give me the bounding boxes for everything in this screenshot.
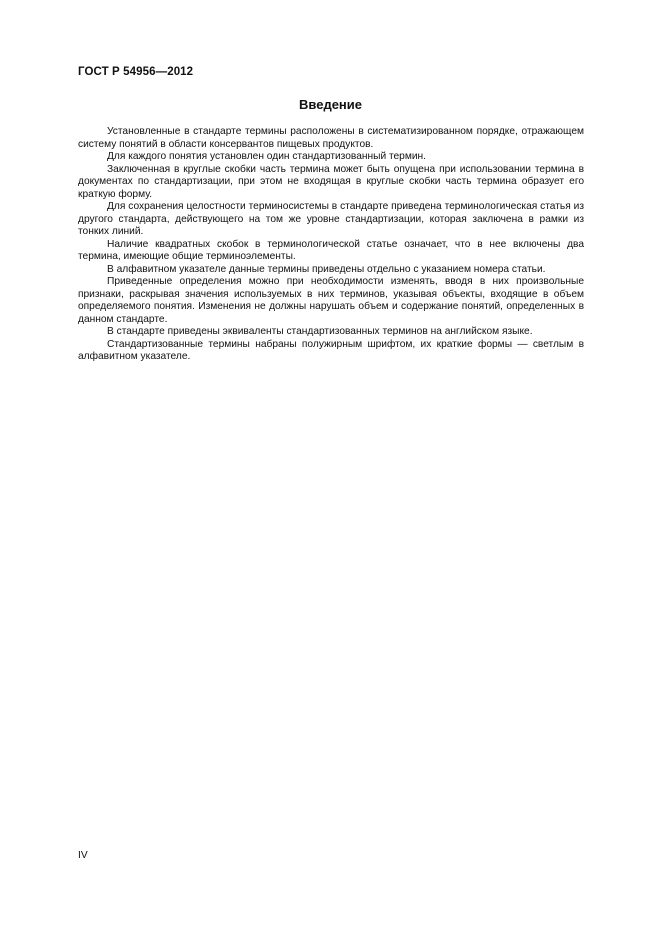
document-code: ГОСТ Р 54956—2012 — [78, 66, 194, 78]
section-title: Введение — [299, 97, 362, 112]
paragraph-3: Заключенная в круглые скобки часть термина может быть опущена при использовании термина в документах по стандартизации, при этом не входящая в круглые скобки часть термина образует его краткую форму. — [78, 163, 584, 200]
paragraph-2: Для каждого понятия установлен один стандартизованный термин. — [107, 151, 426, 162]
paragraph-8: В стандарте приведены эквиваленты стандартизованных терминов на английском языке. — [107, 326, 533, 337]
paragraph-6: В алфавитном указателе данные термины приведены отдельно с указанием номера статьи. — [107, 263, 546, 275]
introduction-body — [78, 126, 584, 364]
page-number: IV — [78, 850, 88, 861]
paragraph-4: Для сохранения целостности терминосистемы в стандарте приведена терминологическая статья из другого стандарта, действующего на том же уровне стандартизации, которая заключена в рамки из тонких линий. — [78, 201, 584, 237]
paragraph-9: Стандартизованные термины набраны полужирным шрифтом, их краткие формы — светлым в алфавитном указателе. — [78, 338, 584, 362]
paragraph-1: Установленные в стандарте термины расположены в систематизированном порядке, отражающем систему понятий в области консервантов пищевых продуктов. — [78, 126, 584, 150]
paragraph-5: Наличие квадратных скобок в терминологической статье означает, что в нее включены два термина, имеющие общие терминоэлементы. — [78, 238, 584, 262]
paragraph-7: Приведенные определения можно при необходимости изменять, вводя в них произвольные признаки, раскрывая значения используемых в них терминов, указывая объекты, входящие в объем определяемого понятия. Изменения не должны нарушать объем и содержание понятий, определенных в данном стандарте. — [78, 276, 584, 325]
